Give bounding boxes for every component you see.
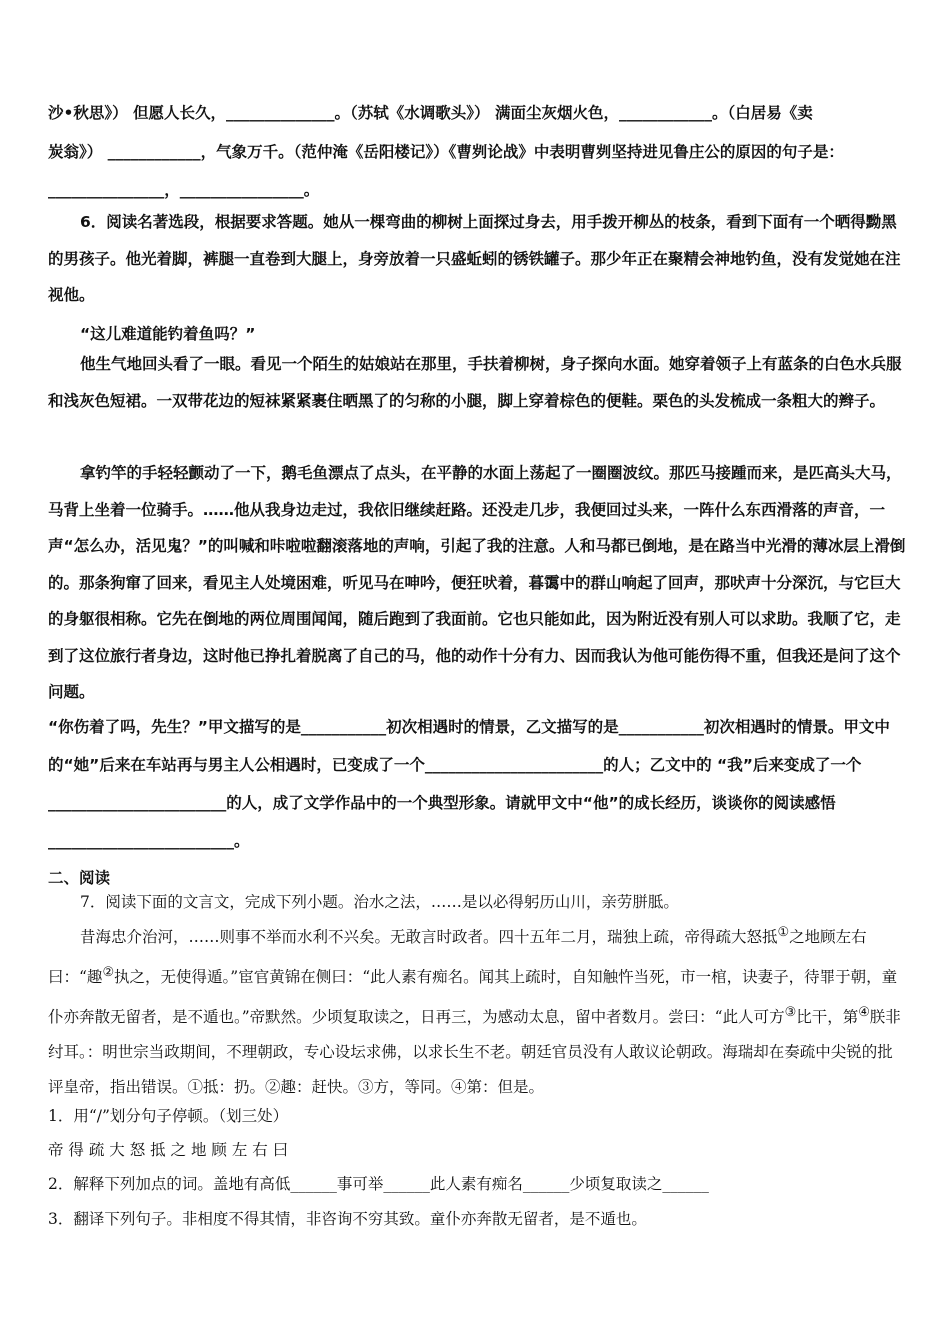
section-title-reading: 二、阅读: [48, 869, 111, 887]
q6-intro: 6．阅读名著选段，根据要求答题。她从一棵弯曲的柳树上面探过身去，用手拨开柳丛的枝条，看到下面有一个晒得黝黑的男孩子。他光着脚，裤腿一直卷到大腿上，身旁放着一只盛蚯蚓的锈铁罐子。那少年正在聚精会神地钓鱼，没有发觉她在注视他。: [48, 213, 901, 304]
footnote-mark: ③: [784, 1005, 797, 1021]
passage-text: 昔海忠介治河，……则事不举而水利不兴矣。无敢言时政者。四十五年二月，瑞独上疏，帝得疏大怒抵: [80, 928, 778, 947]
q7-passage: [48, 915, 906, 1105]
footnote-mark: ②: [102, 965, 115, 981]
q5-fill-line-1: 沙•秋思》） 但愿人长久，______________。（苏轼《水调歌头》） 满面尘灰烟火色，____________。（白居易《卖: [48, 104, 813, 122]
footnote-mark: ①: [777, 925, 790, 940]
q6-quote: “这儿难道能钓着鱼吗？”: [80, 325, 256, 343]
footnote-mark: ④: [858, 1005, 870, 1021]
q7-sub-question-3: 3．翻译下列句子。非相度不得其情，非咨询不穷其致。童仆亦奔散无留者，是不遁也。: [48, 1210, 647, 1228]
q7-sub-question-1: 1．用“/”划分句子停顿。（划三处）: [48, 1107, 289, 1125]
passage-text: 之地顾左右曰：“趣: [48, 928, 867, 987]
q7-sentence-to-divide: 帝 得 疏 大 怒 抵 之 地 顾 左 右 曰: [48, 1141, 289, 1159]
q5-fill-line-3: _______________，________________。: [48, 181, 320, 199]
passage-text: 比干，第: [796, 1008, 859, 1027]
q6-paragraph-3: 拿钓竿的手轻轻颤动了一下，鹅毛鱼漂点了点头，在平静的水面上荡起了一圈圈波纹。那匹马接踵而来，是匹高头大马，马背上坐着一位骑手。……他从我身边走过，我依旧继续赶路。还没走几步，我便回过头来，一阵什么东西滑落的声音，一声“怎么办，活见鬼？”的叫喊和咔啦啦翻滚落地的声响，引起了我的注意。人和马都已倒地，是在路当中光滑的薄冰层上滑倒的。那条狗窜了回来，看见主人处境困难，听见马在呻吟，便狂吠着，暮霭中的群山响起了回声，那吠声十分深沉，与它巨大的身躯很相称。它先在倒地的两位周围闻闻，随后跑到了我面前。它也只能如此，因为附近没有别人可以求助。我顺了它，走到了这位旅行者身边，这时他已挣扎着脱离了自己的马，他的动作十分有力、因而我认为他可能伤得不重，但我还是问了这个问题。: [48, 464, 906, 701]
passage-text: 朕非纣耳。：明世宗当政期间，不理朝政，专心设坛求佛，以求长生不老。朝廷官员没有人敢议论朝政。海瑞却在奏疏中尖锐的批评皇帝，指出错误。①抵：扔。②趣：赶快。③方，等同。④第：但是。: [48, 1008, 901, 1097]
q7-sub-question-2: 2．解释下列加点的词。盖地有高低______事可举______此人素有痴名______少顷复取读之______: [48, 1175, 709, 1193]
passage-text: 执之，无使得遁。”宦官黄锦在侧曰：“此人素有痴名。闻其上疏时，自知触忤当死，市一棺，诀妻子，待罪于朝，童仆亦奔散无留者，是不遁也。”帝默然。少顷复取读之，日再三，为感动太息，留中者数月。尝曰：“此人可方: [48, 968, 898, 1027]
q6-paragraph-2: 他生气地回头看了一眼。看见一个陌生的姑娘站在那里，手扶着柳树，身子探向水面。她穿着领子上有蓝条的白色水兵服和浅灰色短裙。一双带花边的短袜紧紧裹住晒黑了的匀称的小腿，脚上穿着棕色的便鞋。栗色的头发梳成一条粗大的辫子。: [48, 355, 902, 410]
q7-intro: 7．阅读下面的文言文，完成下列小题。治水之法，……是以必得躬历山川，亲劳胼胝。: [80, 893, 679, 911]
q5-fill-line-2: 炭翁》） ____________，气象万千。（范仲淹《岳阳楼记》）《曹刿论战》中表明曹刿坚持进见鲁庄公的原因的句子是：: [48, 143, 844, 161]
q6-questions: “你伤着了吗，先生？”甲文描写的是___________初次相遇时的情景，乙文描写的是___________初次相遇时的情景。甲文中的“她”后来在车站再与男主人公相遇时，已变成了一个_______________________的人；乙文中的 “我”后来变成了一个_______________________的人，成了文学作品中的一个典型形象。请就甲文中“他”的成长经历，谈谈你的阅读感悟________________________。: [48, 718, 890, 850]
